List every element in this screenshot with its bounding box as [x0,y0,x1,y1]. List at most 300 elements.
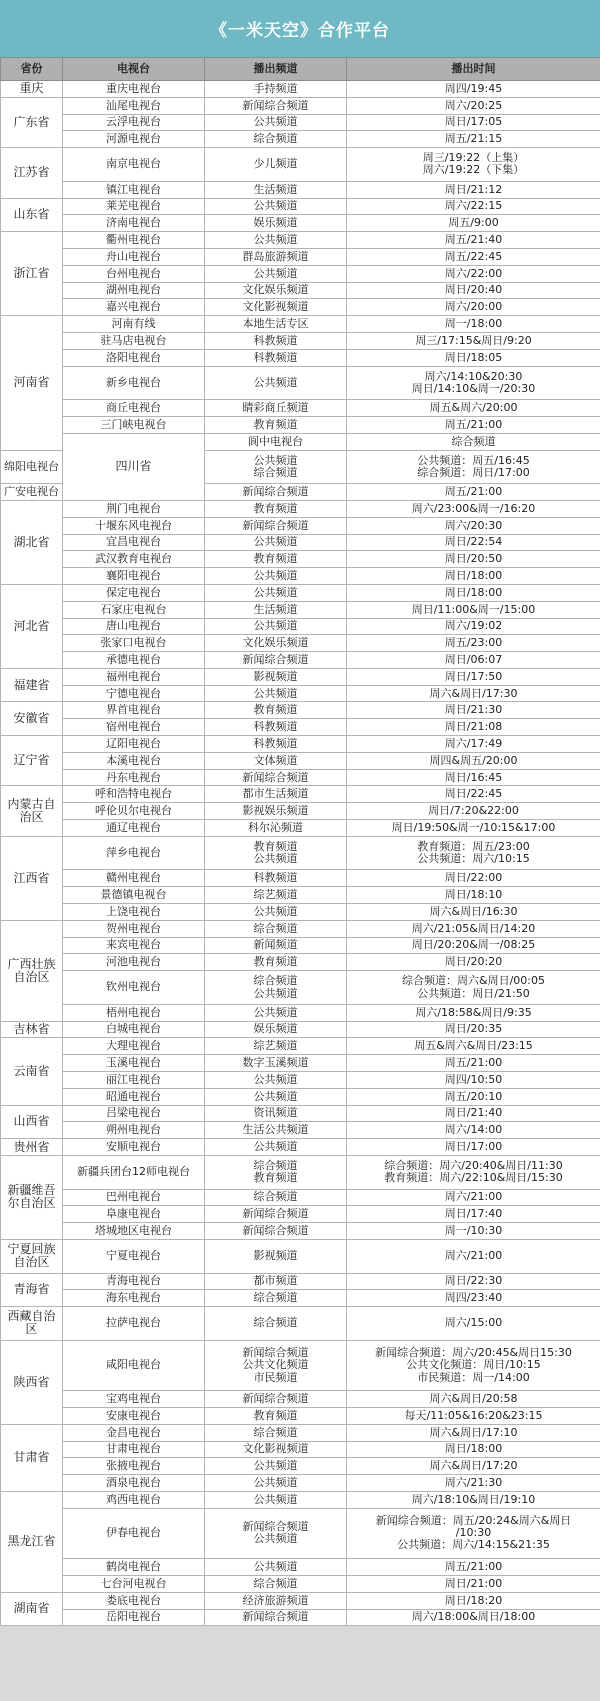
station-cell: 拉萨电视台 [63,1307,205,1341]
province-cell: 吉林省 [1,1021,63,1038]
table-row [1,1273,600,1290]
province-cell: 福建省 [1,668,63,702]
time-cell [347,1021,600,1038]
station-cell: 七台河电视台 [63,1575,205,1592]
station-cell: 岳阳电视台 [63,1609,205,1626]
channel-line: 都市频道 [253,1274,298,1288]
province-cell: 宁夏回族自治区 [1,1239,63,1273]
channel-line: 公共频道 [253,852,298,866]
time-cell [347,769,600,786]
time-line: 周六/20:00 [444,300,503,314]
time-cell [347,299,600,316]
time-cell [347,349,600,366]
table-row [1,1391,600,1408]
channel-cell [205,652,347,669]
channel-line: 教育频道 [253,1171,298,1185]
table-row [1,769,600,786]
province-cell: 山西省 [1,1105,63,1139]
table-row [1,920,600,937]
time-line: 周日/21:08 [444,720,503,734]
province-cell: 安徽省 [1,702,63,736]
station-cell: 衢州电视台 [63,232,205,249]
time-cell [347,1139,600,1156]
time-cell [347,500,600,517]
channel-cell [205,1105,347,1122]
time-line: 周五/21:00 [444,484,503,498]
channel-line: 综合频道 [253,1190,298,1204]
time-line: 每天/11:05&16:20&23:15 [404,1408,543,1422]
station-cell: 鸡西电视台 [63,1491,205,1508]
time-line: 周一/10:30 [444,1224,503,1238]
station-cell: 襄阳电视台 [63,568,205,585]
time-line: 周日/14:10&周一/20:30 [411,381,536,395]
channel-line: 科尔沁频道 [248,820,303,834]
table-row [1,635,600,652]
table-row [1,232,600,249]
time-line: 周六&周日/20:58 [429,1392,518,1405]
channel-line: 综艺频道 [253,1039,298,1053]
channel-line: 新闻综合频道 [242,518,309,532]
channel-line: 公共频道 [253,199,298,213]
channel-line: 综合频道 [253,132,298,146]
station-cell: 广安电视台 [1,484,63,501]
channel-cell [205,232,347,249]
time-line: 公共频道：周日/21:50 [417,986,530,1000]
time-cell [347,248,600,265]
channel-line: 公共频道 [253,375,298,389]
channel-cell [205,1424,347,1441]
channel-line: 文体频道 [253,753,298,767]
table-row [1,786,600,803]
time-line: 周五/21:00 [444,1559,503,1573]
time-line: 周一/18:00 [444,317,503,330]
channel-cell [205,1407,347,1424]
channel-line: 科教频道 [253,720,298,734]
time-line: 周日/21:30 [444,703,503,717]
channel-line: 文化娱乐频道 [242,636,309,650]
time-line: 周六/18:58&周日/9:35 [415,1005,532,1019]
time-cell [347,484,600,501]
time-cell [347,81,600,98]
time-cell [347,887,600,904]
time-cell [347,702,600,719]
time-cell [347,1609,600,1626]
station-cell: 宁夏电视台 [63,1239,205,1273]
channel-line: 综合频道 [253,921,298,935]
table-row [1,81,600,98]
channel-line: 公共频道 [253,1005,298,1019]
province-cell: 辽宁省 [1,736,63,786]
time-cell [347,752,600,769]
channel-cell [205,1122,347,1139]
station-cell: 嘉兴电视台 [63,299,205,316]
time-line: 周日/16:45 [444,770,503,784]
table-row [1,1592,600,1609]
channel-line: 公共文化频道 [242,1358,309,1372]
station-cell: 汕尾电视台 [63,97,205,114]
channel-cell [205,786,347,803]
province-cell: 新疆维吾尔自治区 [1,1156,63,1240]
table-row [1,652,600,669]
table-row [1,265,600,282]
time-cell [347,937,600,954]
province-cell: 黑龙江省 [1,1491,63,1592]
time-cell [347,1122,600,1139]
channel-cell [205,719,347,736]
time-line: 周六/18:00&周日/18:00 [411,1610,536,1624]
station-cell: 福州电视台 [63,668,205,685]
channel-line: 科教频道 [253,350,298,364]
table-body [1,81,600,1626]
time-line: 周六/22:00 [444,266,503,280]
station-cell: 鹤岗电视台 [63,1559,205,1576]
time-line: 周四/10:50 [444,1072,503,1086]
table-row [1,131,600,148]
time-line: 周日/19:50&周一/10:15&17:00 [391,820,556,834]
channel-line: 综艺频道 [253,888,298,902]
time-cell [347,971,600,1005]
province-cell: 四川省 [63,433,205,500]
header-row [1,58,600,81]
time-cell [347,215,600,232]
channel-line: 综合频道 [253,1316,298,1330]
time-line: 周日/22:00 [444,871,503,885]
table-row [1,366,600,400]
time-cell [347,366,600,400]
channel-cell [205,836,347,870]
channel-cell [205,1575,347,1592]
channel-cell [205,1239,347,1273]
time-line: 周日/22:54 [444,535,503,549]
time-cell [347,1424,600,1441]
time-line: 周六/14:10&20:30 [424,369,523,383]
station-cell: 娄底电视台 [63,1592,205,1609]
header-time: 播出时间 [347,58,600,81]
channel-line: 公共频道 [253,619,298,633]
time-cell [347,1004,600,1021]
station-cell: 丽江电视台 [63,1072,205,1089]
station-cell: 湖州电视台 [63,282,205,299]
time-cell [347,1508,600,1558]
time-cell [347,820,600,837]
channel-cell [205,668,347,685]
channel-cell [205,131,347,148]
time-line: 市民频道：周一/14:00 [417,1370,530,1384]
table-row [1,702,600,719]
table-header [1,58,600,81]
time-line: 教育频道：周五/23:00 [417,840,530,854]
station-cell: 阜康电视台 [63,1206,205,1223]
station-cell: 安康电视台 [63,1407,205,1424]
station-cell: 白城电视台 [63,1021,205,1038]
time-cell [347,1407,600,1424]
time-line: 新闻综合频道：周六/20:45&周日15:30 [375,1346,572,1360]
time-cell [347,1391,600,1408]
station-cell: 呼和浩特电视台 [63,786,205,803]
time-line: 周日/18:00 [444,585,503,599]
table-row [1,1491,600,1508]
channel-line: 教育频道 [253,1408,298,1422]
channel-line: 教育频道 [253,955,298,969]
channel-line: 资讯频道 [253,1106,298,1120]
time-cell [347,618,600,635]
channel-cell [205,887,347,904]
time-line: 周六/18:10&周日/19:10 [411,1492,536,1506]
time-line: 综合频道：周六/20:40&周日/11:30 [384,1159,563,1173]
table-row [1,114,600,131]
channel-cell [205,1189,347,1206]
time-cell [347,416,600,433]
table-row [1,870,600,887]
table-row [1,685,600,702]
header-province: 省份 [1,58,63,81]
table-row [1,1575,600,1592]
table-row [1,1072,600,1089]
time-line: 公共频道：周六/14:15&21:35 [397,1538,550,1552]
channel-line: 都市生活频道 [242,787,309,801]
station-cell: 保定电视台 [63,584,205,601]
province-cell: 浙江省 [1,232,63,316]
time-line: 周四&周五/20:00 [429,753,518,767]
table-row [1,887,600,904]
station-cell: 张掖电视台 [63,1458,205,1475]
channel-cell [205,1021,347,1038]
station-cell: 伊春电视台 [63,1508,205,1558]
time-cell [347,652,600,669]
time-line: 周日/20:35 [444,1022,503,1036]
province-cell: 内蒙古自治区 [1,786,63,836]
station-cell: 咸阳电视台 [63,1340,205,1390]
station-cell: 上饶电视台 [63,904,205,921]
table-row [1,1441,600,1458]
station-cell: 赣州电视台 [63,870,205,887]
channel-line: 新闻综合频道 [242,1346,309,1360]
table-row [1,1290,600,1307]
table-row [1,500,600,517]
station-cell: 呼伦贝尔电视台 [63,803,205,820]
time-line: 周五/22:45 [444,249,503,263]
time-cell [347,551,600,568]
time-line: 周五/21:40 [444,233,503,247]
channel-cell [205,1139,347,1156]
table-row [1,752,600,769]
time-line: 周日/17:40 [444,1207,503,1221]
station-cell: 昭通电视台 [63,1088,205,1105]
header-channel: 播出频道 [205,58,347,81]
time-line: 周日/18:00 [444,568,503,582]
time-cell [347,316,600,333]
channel-line: 公共频道 [253,568,298,582]
channel-cell [205,1290,347,1307]
channel-cell [205,366,347,400]
time-line: 周日/20:20&周一/08:25 [411,938,536,952]
time-cell [347,1105,600,1122]
time-line: 周六/21:00 [444,1249,503,1263]
time-cell [347,450,600,484]
channel-line: 公共频道 [253,904,298,918]
channel-line: 综合频道 [253,1291,298,1305]
station-cell: 景德镇电视台 [63,887,205,904]
channel-cell [205,920,347,937]
time-cell [347,736,600,753]
province-cell: 重庆 [1,81,63,98]
time-line: 周六/19:02 [444,619,503,633]
channel-cell [205,1055,347,1072]
time-line: 综合频道：周日/17:00 [417,465,530,479]
channel-cell [205,1441,347,1458]
province-cell: 陕西省 [1,1340,63,1424]
channel-cell [205,400,347,417]
province-cell: 山东省 [1,198,63,232]
time-line: 周四/23:40 [444,1291,503,1305]
channel-line: 综合频道 [253,1159,298,1173]
time-line: 周日/17:50 [444,669,503,683]
channel-line: 新闻综合频道 [242,484,309,498]
channel-line: 影视频道 [253,1249,298,1263]
station-cell: 萍乡电视台 [63,836,205,870]
channel-cell [205,1559,347,1576]
time-line: 周六/19:22（下集） [422,163,525,177]
time-cell [347,584,600,601]
table-row [1,1189,600,1206]
channel-line: 文化影视频道 [242,300,309,314]
channel-cell [205,551,347,568]
time-line: 周六/15:00 [444,1316,503,1330]
channel-cell [205,1475,347,1492]
time-line: 周六&周日/17:20 [429,1459,518,1473]
time-cell [347,181,600,198]
time-cell [347,1475,600,1492]
channel-line: 文化影视频道 [242,1442,309,1456]
table-row [1,668,600,685]
province-cell: 西藏自治区 [1,1307,63,1341]
station-cell: 钦州电视台 [63,971,205,1005]
province-cell: 广东省 [1,97,63,147]
station-cell: 重庆电视台 [63,81,205,98]
channel-cell [205,1458,347,1475]
time-line: 周五/23:00 [444,636,503,650]
province-cell: 江西省 [1,836,63,920]
channel-cell [205,1004,347,1021]
time-line: 公共频道：周六/10:15 [417,852,530,866]
station-cell: 舟山电视台 [63,248,205,265]
channel-cell [205,1156,347,1190]
time-cell [347,1206,600,1223]
table-row [1,736,600,753]
time-cell [347,786,600,803]
table-row [1,1424,600,1441]
time-line: 公共频道：周五/16:45 [417,453,530,467]
channel-cell [205,803,347,820]
station-cell: 宝鸡电视台 [63,1391,205,1408]
table-row [1,1609,600,1626]
station-cell: 荆门电视台 [63,500,205,517]
time-cell [347,265,600,282]
station-cell: 玉溪电视台 [63,1055,205,1072]
time-cell [347,719,600,736]
province-cell: 湖南省 [1,1592,63,1626]
time-line: 周六/21:00 [444,1190,503,1204]
channel-cell [205,450,347,484]
channel-line: 公共频道 [253,453,298,467]
channel-cell [347,433,600,450]
channel-cell [205,114,347,131]
schedule-table [0,57,600,1626]
time-cell [347,1072,600,1089]
time-line: 周六/22:15 [444,199,503,213]
channel-cell [205,1273,347,1290]
time-line: 周六&周日/17:10 [429,1425,518,1439]
channel-cell [205,635,347,652]
time-line: 综合频道：周六&周日/00:05 [402,974,545,988]
channel-cell [205,736,347,753]
station-cell: 绵阳电视台 [1,450,63,484]
time-line: 周日/20:20 [444,955,503,969]
time-cell [347,568,600,585]
channel-line: 公共频道 [253,986,298,1000]
table-row [1,1508,600,1558]
channel-line: 生活公共频道 [242,1123,309,1137]
channel-line: 睛彩商丘频道 [242,400,309,414]
channel-line: 新闻综合频道 [242,1392,309,1405]
time-cell [347,1575,600,1592]
time-line: 周日/7:20&22:00 [428,804,519,818]
channel-cell [205,568,347,585]
table-row [1,198,600,215]
channel-cell [205,248,347,265]
table-row [1,1559,600,1576]
channel-line: 生活频道 [253,182,298,196]
station-cell: 界首电视台 [63,702,205,719]
channel-line: 少儿频道 [253,157,298,171]
station-cell: 十堰东风电视台 [63,517,205,534]
province-cell: 青海省 [1,1273,63,1307]
station-cell: 吕梁电视台 [63,1105,205,1122]
channel-cell [205,685,347,702]
header-station: 电视台 [63,58,205,81]
table-row [1,601,600,618]
table-row [1,551,600,568]
channel-line: 娱乐频道 [253,1022,298,1036]
station-cell: 济南电视台 [63,215,205,232]
station-cell: 云浮电视台 [63,114,205,131]
table-row [1,803,600,820]
station-cell: 巴州电视台 [63,1189,205,1206]
station-cell: 新乡电视台 [63,366,205,400]
table-row [1,820,600,837]
province-cell: 甘肃省 [1,1424,63,1491]
channel-line: 综合频道 [451,434,496,448]
channel-line: 本地生活专区 [242,317,309,330]
channel-line: 综合频道 [253,465,298,479]
time-cell [347,685,600,702]
channel-line: 教育频道 [253,703,298,717]
station-cell: 武汉教育电视台 [63,551,205,568]
time-line: 周日/21:40 [444,1106,503,1120]
station-cell: 河池电视台 [63,954,205,971]
station-cell: 宜昌电视台 [63,534,205,551]
station-cell: 宁德电视台 [63,685,205,702]
time-line: 周日/20:40 [444,283,503,297]
table-row [1,400,600,417]
station-cell: 辽阳电视台 [63,736,205,753]
table-row [1,568,600,585]
time-line: 周五/21:00 [444,1056,503,1070]
table-row [1,282,600,299]
table-row [1,1122,600,1139]
channel-cell [205,1072,347,1089]
time-line: 周日/17:05 [444,115,503,129]
